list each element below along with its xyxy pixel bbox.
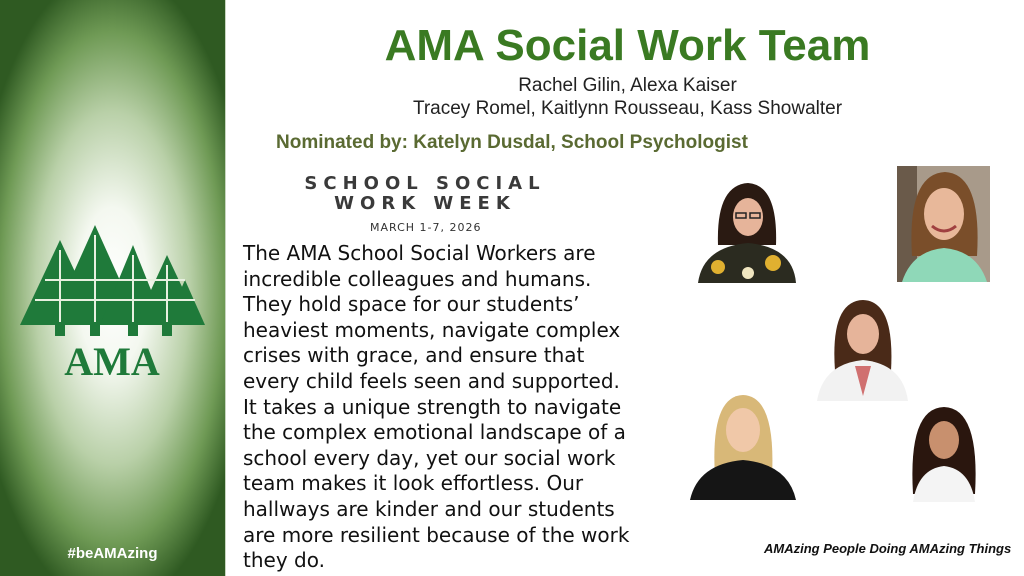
text-line: It takes a unique strength to navigate xyxy=(243,394,622,419)
text-line: heaviest moments, navigate complex xyxy=(243,317,621,342)
text-line: they do. xyxy=(243,548,325,573)
nominated-by: Nominated by: Katelyn Dusdal, School Psychologist xyxy=(276,132,748,153)
hashtag-label: #beAMAzing xyxy=(67,545,158,562)
svg-text:AMA: AMA xyxy=(64,339,160,380)
text-line: The AMA School Social Workers are xyxy=(243,241,596,265)
sidebar-panel xyxy=(0,0,226,576)
text-line: the complex emotional landscape of a xyxy=(243,420,626,445)
text-line: are more resilient because of the work xyxy=(243,522,630,547)
text-line: every child feels seen and supported. xyxy=(243,368,620,393)
text-line: crises with grace, and ensure that xyxy=(243,343,585,368)
tribute-text xyxy=(243,241,673,574)
text-line: team makes it look effortless. Our xyxy=(243,471,584,496)
event-line1: SCHOOL SOCIAL xyxy=(304,173,546,194)
page-title: AMA Social Work Team xyxy=(384,21,871,70)
headshot-photo xyxy=(897,166,990,282)
event-logo xyxy=(300,174,550,214)
team-names-line2: Tracey Romel, Kaitlynn Rousseau, Kass Showalter xyxy=(412,98,843,119)
event-dates: MARCH 1-7, 2026 xyxy=(370,221,482,234)
team-names-line1: Rachel Gilin, Alexa Kaiser xyxy=(518,75,737,96)
event-line2: WORK WEEK xyxy=(334,193,516,214)
text-line: school every day, yet our social work xyxy=(243,445,616,470)
text-line: They hold space for our students’ xyxy=(243,292,580,317)
headshot-photo xyxy=(815,296,910,401)
headshot-photo xyxy=(698,175,796,283)
text-line: incredible colleagues and humans. xyxy=(243,266,592,291)
headshot-photo xyxy=(903,404,985,502)
tagline: AMAzing People Doing AMAzing Things xyxy=(764,541,1012,556)
ama-logo xyxy=(15,210,210,380)
text-line: hallways are kinder and our students xyxy=(243,496,615,521)
headshot-photo xyxy=(690,392,796,500)
